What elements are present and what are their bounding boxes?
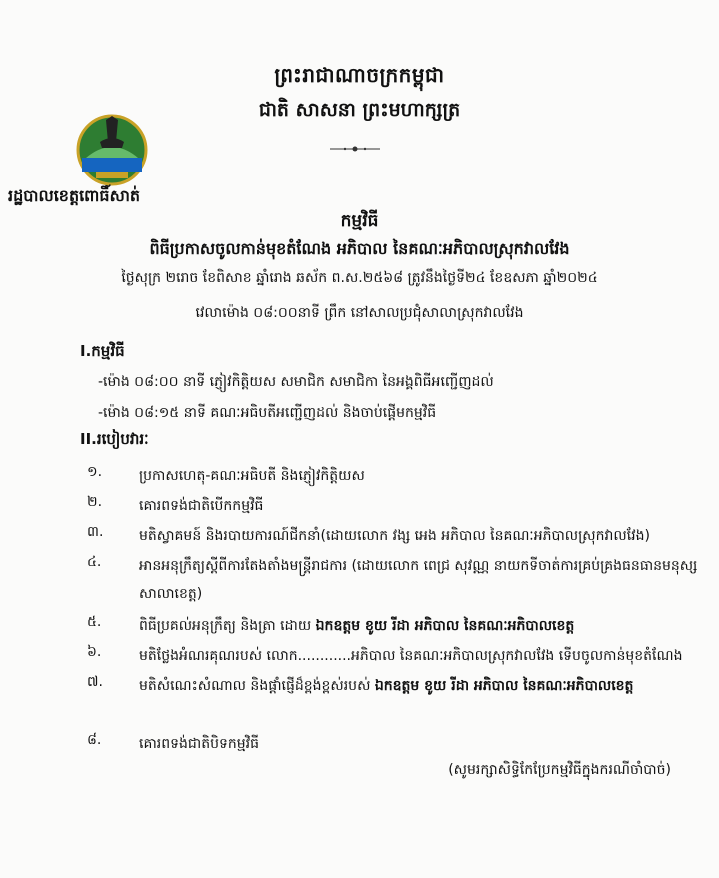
agenda-item-number: ៦. [87, 644, 102, 660]
section-agenda-heading: II.របៀបវារៈ [80, 430, 149, 448]
national-motto: ជាតិ សាសនា ព្រះមហាក្សត្រ [258, 99, 461, 121]
document-time: វេលាម៉ោង ០៨:០០នាទី ព្រឹក នៅសាលប្រជុំសាលាស្រុកវាលវែង [195, 305, 524, 321]
administration-name: រដ្ឋបាលខេត្តពោធិ៍សាត់ [8, 186, 141, 205]
program-bullet: -ម៉ោង ០៨:០០ នាទី ភ្ញៀវកិត្តិយស សមាជិក សមាជិកា នៃអង្គពិធីអញ្ជើញដល់ [98, 374, 494, 390]
agenda-item-bold: ឯកឧត្តម ខូយ រីដា អភិបាល នៃគណៈអភិបាលខេត្ត [315, 618, 575, 634]
agenda-item-text: គោរពទង់ជាតិបិទកម្មវិធី [139, 736, 259, 752]
kingdom-header: ព្រះរាជាណាចក្រកម្ពុជា [274, 63, 445, 87]
agenda-item-text: ពិធីប្រគល់អនុក្រឹត្យ និងត្រា ដោយ ឯកឧត្តម ខូយ រីដា អភិបាល នៃគណៈអភិបាលខេត្ត [139, 618, 575, 634]
document-date: ថ្ងៃសុក្រ ២រោច ខែពិសាខ ឆ្នាំរោង ឆស័ក ព.ស.២៥៦៨ ត្រូវនឹងថ្ងៃទី២៤ ខែឧសភា ឆ្នាំ២០២៤ [121, 270, 598, 286]
agenda-item-text: មតិស្វាគមន៍ និងរបាយការណ៍ជីកនាំ(ដោយលោក វង្ស អេង អភិបាល នៃគណៈអភិបាលស្រុកវាលវែង) [139, 528, 650, 544]
agenda-item-number: ២. [87, 494, 103, 510]
agenda-item-text: គោរពទង់ជាតិបើកកម្មវិធី [139, 498, 264, 514]
agenda-item-number: ៥. [87, 614, 102, 630]
agenda-item-text: មតិសំណេះសំណាល និងផ្តាំផ្ញើដ៏ខ្ពង់ខ្ពស់របស់ ឯកឧត្តម ខូយ រីដា អភិបាល នៃគណៈអភិបាលខេត្ត [139, 678, 634, 694]
agenda-item-number: ៤. [87, 554, 102, 570]
agenda-item-number: ១. [87, 464, 103, 480]
agenda-item-bold: ឯកឧត្តម ខូយ រីដា អភិបាល នៃគណៈអភិបាលខេត្ត [374, 678, 634, 694]
agenda-item-number: ៧. [87, 674, 103, 690]
agenda-item-text: អានអនុក្រឹត្យស្តីពីការតែងតាំងមន្ត្រីរាជការ (ដោយលោក ពេជ្រ សុវណ្ណ នាយកទីចាត់ការគ្រប់គ្រងធនធានមនុស្សសាលាខេត្ត) [139, 558, 698, 602]
agenda-item-text: មតិថ្លែងអំណរគុណរបស់ លោក............អភិបាល នៃគណៈអភិបាលស្រុកវាលវែង ទើបចូលកាន់មុខតំណែង [139, 648, 683, 664]
footnote: (សូមរក្សាសិទ្ធិកែប្រែកម្មវិធីក្នុងករណីចាំបាច់) [448, 762, 671, 778]
program-bullet: -ម៉ោង ០៨:១៥ នាទី គណៈអធិបតីអញ្ជើញដល់ និងចាប់ផ្តើមកម្មវិធី [98, 405, 437, 421]
agenda-item-number: ៨. [87, 732, 102, 748]
ornament-divider-icon [330, 145, 380, 153]
agenda-item-number: ៣. [87, 524, 104, 540]
agenda-item-text: ប្រកាសហេតុ-គណៈអធិបតី និងភ្ញៀវកិត្តិយស [139, 468, 365, 484]
provincial-emblem-icon [72, 108, 152, 188]
document-subtitle: ពិធីប្រកាសចូលកាន់មុខតំណែង អភិបាល នៃគណៈអភិបាលស្រុកវាលវែង [149, 239, 570, 258]
section-program-heading: I.កម្មវិធី [80, 342, 125, 360]
document-title: កម្មវិធី [340, 211, 379, 231]
